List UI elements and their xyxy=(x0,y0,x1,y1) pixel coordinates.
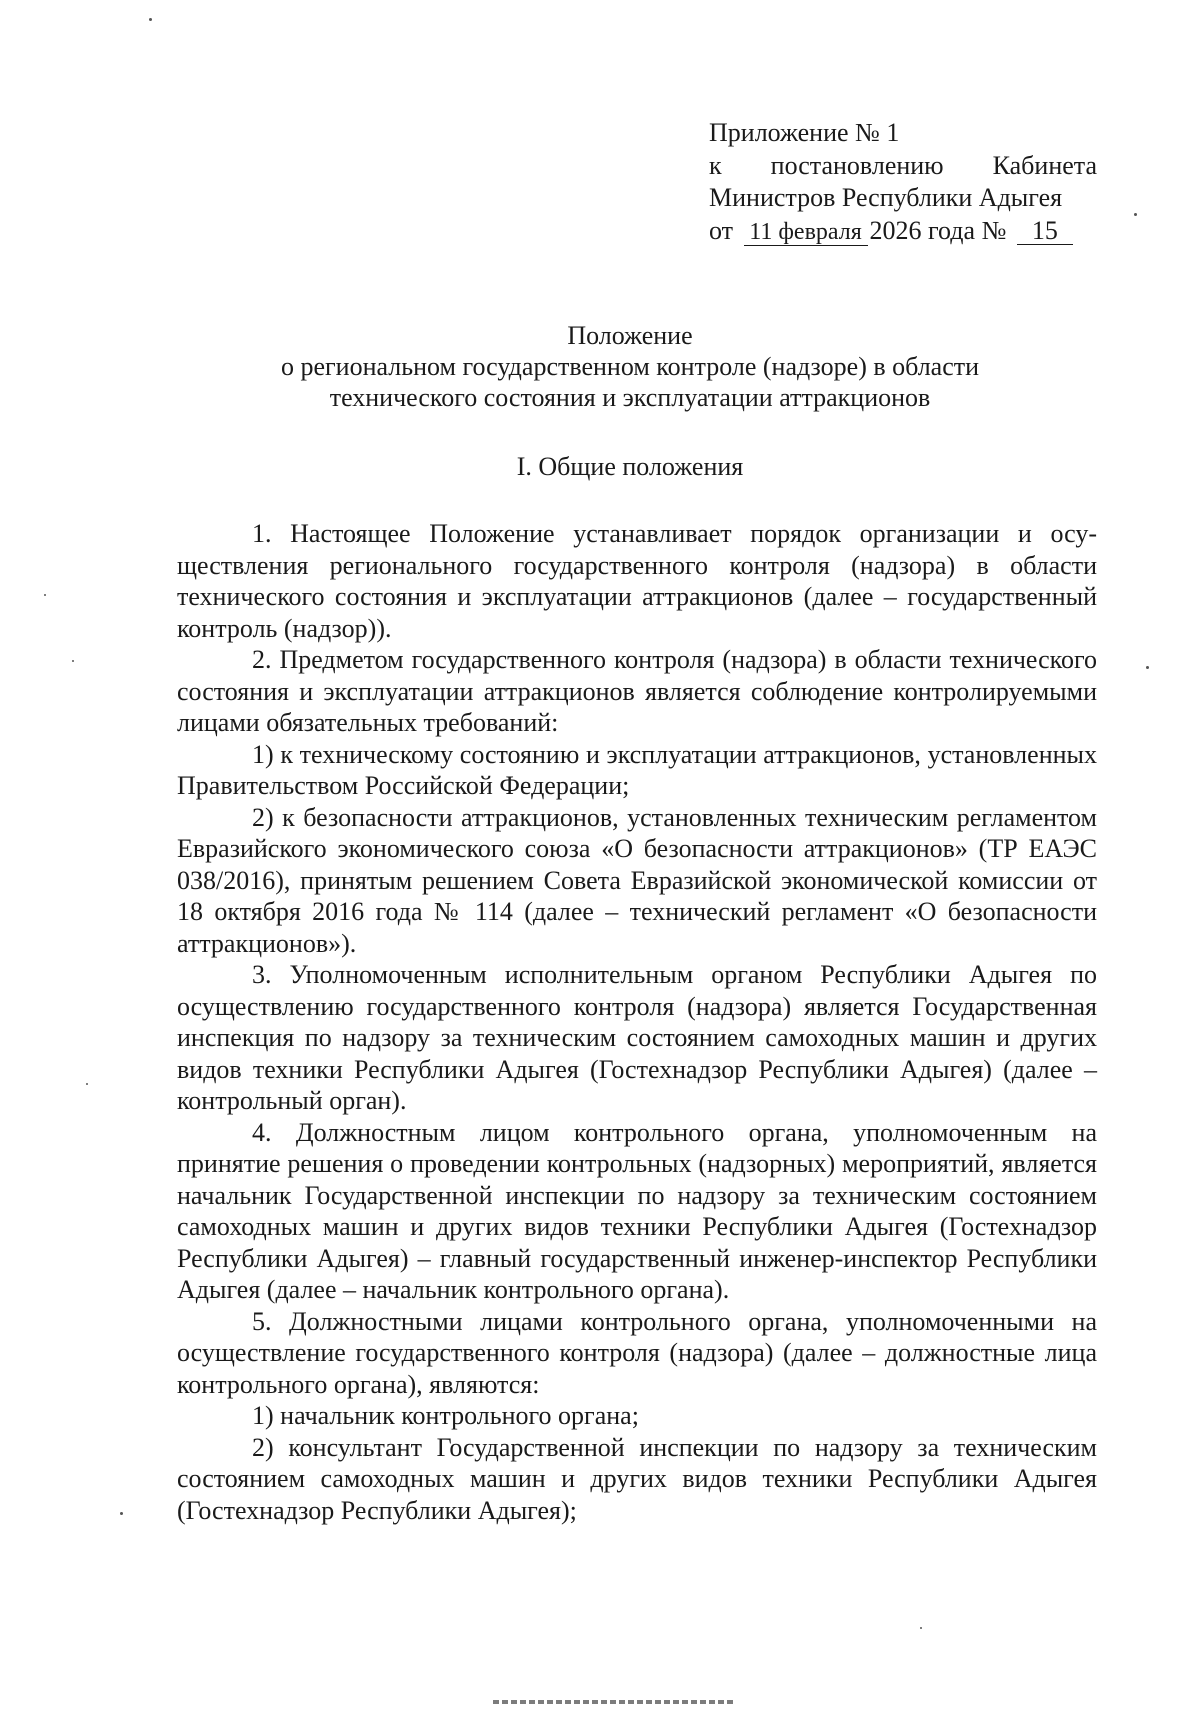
document-body xyxy=(177,518,1097,1526)
paragraph-2: 2. Предметом государственного контроля (надзора) в области технического состояния и эксплуатации аттракционов является соблюдение контролируемыми лицами обязательных требований: xyxy=(177,645,1097,737)
appendix-date-line xyxy=(709,215,1097,248)
scan-speck xyxy=(1146,666,1149,669)
appendix-resolution-line xyxy=(709,150,1097,183)
paragraph-3: 3. Уполномоченным исполнительным органом Республики Адыгея по осуществлению государственного контроля (надзора) является Государственная инспекция по надзору за техническим состоянием самоходных машин и других видов техники Республики Адыгея (Гостехнадзор Республики Адыгея) (далее – контрольный орган). xyxy=(177,960,1097,1115)
scan-speck xyxy=(86,1083,88,1085)
document-title xyxy=(160,320,1100,413)
scan-speck xyxy=(120,1512,123,1515)
appendix-word: Кабинета xyxy=(992,150,1097,180)
scan-speck xyxy=(72,660,74,662)
title-line: Положение xyxy=(567,321,693,350)
appendix-issuer: Министров Республики Адыгея xyxy=(709,183,1063,212)
appendix-word: постановлению xyxy=(770,150,944,180)
appendix-number: 15 xyxy=(1031,215,1058,245)
title-line: о региональном государственном контроле (надзоре) в области xyxy=(280,352,980,381)
paragraph-5: 5. Должностными лицами контрольного органа, уполномоченными на осуществление государственного контроля (надзора) (далее – должностные лица контрольного органа), являются: xyxy=(177,1306,1097,1399)
scan-speck xyxy=(920,1627,922,1629)
paragraph-5-item-2: 2) консультант Государственной инспекции по надзору за техническим состоянием самоходных машин и других видов техники Республики Адыгея (Гостехнадзор Республики Адыгея); xyxy=(177,1432,1097,1525)
paragraph-4: 4. Должностным лицом контрольного органа, уполномоченным на принятие решения о проведении контрольных (надзорных) мероприятий, является начальник Государственной инспекции по надзору за техническим состоянием самоходных машин и других видов техники Республики Адыгея (Гостехнадзор Республики Адыгея) – главный государственный инженер-инспектор Республики Адыгея (далее – начальник контрольного органа). xyxy=(177,1117,1097,1304)
title-line: технического состояния и эксплуатации аттракционов xyxy=(329,383,931,412)
paragraph-1: 1. Настоящее Положение устанавливает порядок организации и осуществления регионального государственного контроля (надзора) в области технического состояния и эксплуатации аттракционов (далее – государственный контроль (надзор)). xyxy=(177,519,1097,643)
scan-speck xyxy=(149,18,152,21)
appendix-year: 2026 года № xyxy=(869,215,1007,245)
appendix-date-field xyxy=(744,218,868,246)
appendix-date: 11 февраля xyxy=(749,218,862,245)
scan-speck xyxy=(44,594,46,596)
scan-smudge xyxy=(493,1700,733,1704)
paragraph-2-item-1: 1) к техническому состоянию и эксплуатации аттракционов, установленных Правительством Российской Федерации; xyxy=(177,739,1097,800)
appendix-block xyxy=(709,117,1097,247)
section-heading: I. Общие положения xyxy=(516,452,744,481)
appendix-date-prefix: от xyxy=(709,215,734,245)
appendix-word: к xyxy=(709,150,722,180)
paragraph-5-item-1: 1) начальник контрольного органа; xyxy=(252,1401,639,1430)
scan-speck xyxy=(1134,213,1137,216)
appendix-number-field xyxy=(1017,215,1073,245)
appendix-title: Приложение № 1 xyxy=(709,118,900,147)
paragraph-2-item-2: 2) к безопасности аттракционов, установленных техническим регламентом Евразийского экономического союза «О безопасности аттракционов» (ТР ЕАЭС 038/2016), принятым решением Совета Евразийской экономической комиссии от 18 октября 2016 года № 114 (далее – технический регламент «О безопасности аттракционов»). xyxy=(177,802,1097,958)
